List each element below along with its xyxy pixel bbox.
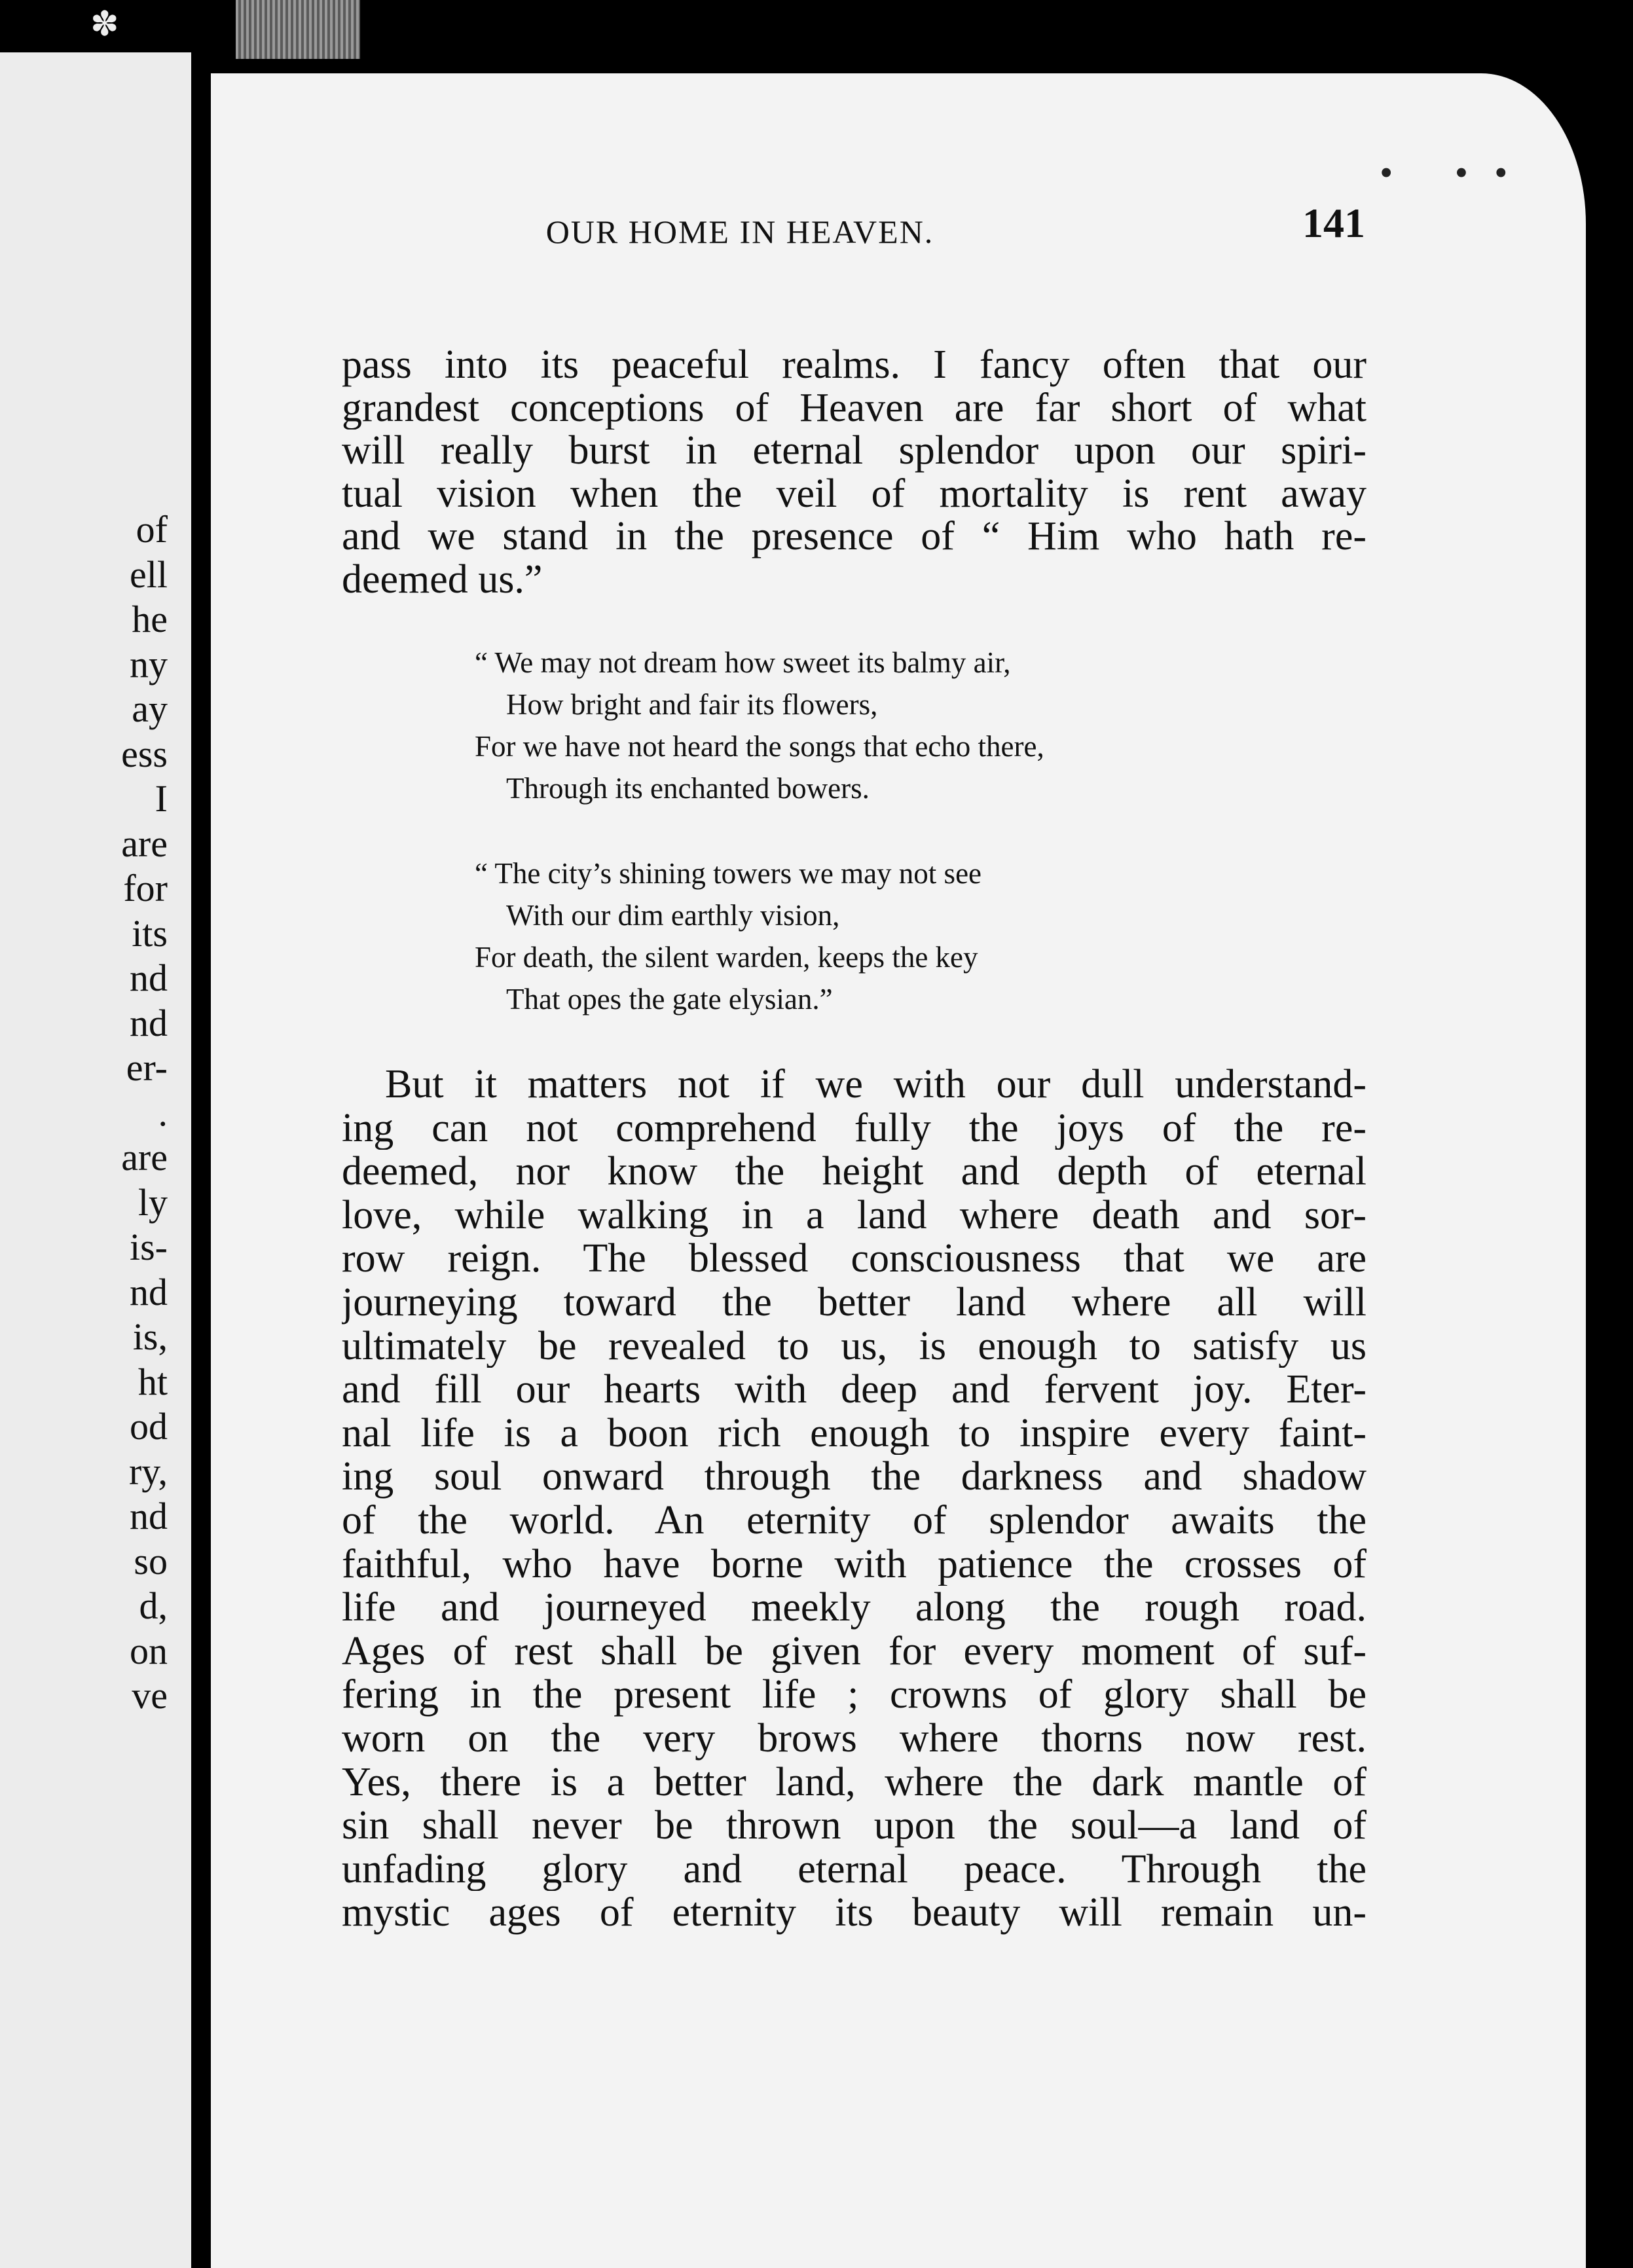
fragment-line: ell — [130, 553, 168, 596]
paragraph-line: But it matters not if we with our dull understand- — [385, 1063, 1367, 1107]
fragment-line: ny — [130, 642, 168, 686]
paragraph-line: love, while walking in a land where death and sor- — [342, 1193, 1367, 1237]
fragment-line: od — [130, 1405, 168, 1448]
verse-stanza-1 — [475, 642, 1044, 809]
paragraph-line: nal life is a boon rich enough to inspire every faint- — [342, 1411, 1367, 1455]
page-number: 141 — [1302, 200, 1365, 246]
fragment-line: d, — [139, 1584, 168, 1627]
paragraph-line: and we stand in the presence of “ Him who hath re- — [342, 515, 1367, 558]
fragment-line: . — [158, 1091, 168, 1134]
verse-line: With our dim earthly vision, — [506, 899, 840, 932]
fragment-line: ht — [138, 1360, 168, 1403]
ink-specks: • •• — [1380, 151, 1534, 194]
verse-line: For we have not heard the songs that echo there, — [475, 730, 1044, 763]
paragraph-line: pass into its peaceful realms. I fancy often that our — [342, 344, 1367, 387]
fragment-line: nd — [130, 1495, 168, 1537]
main-paragraph — [342, 1063, 1367, 1935]
fragment-line: is- — [130, 1226, 168, 1268]
fragment-line: are — [121, 1136, 168, 1179]
fragment-line: ess — [121, 732, 168, 775]
binding-gutter — [191, 52, 207, 2268]
fragment-line: nd — [130, 1001, 168, 1044]
paragraph-line: unfading glory and eternal peace. Through the — [342, 1847, 1367, 1892]
paragraph-line: faithful, who have borne with patience the crosses of — [342, 1542, 1367, 1586]
opening-paragraph — [342, 344, 1367, 602]
paragraph-line: life and journeyed meekly along the rough road. — [342, 1586, 1367, 1630]
paragraph-line: Yes, there is a better land, where the dark mantle of — [342, 1760, 1367, 1804]
paragraph-line: tual vision when the veil of mortality is rent away — [342, 472, 1367, 516]
fragment-line: he — [132, 598, 168, 640]
paragraph-line: mystic ages of eternity its beauty will remain un- — [342, 1891, 1367, 1935]
previous-page-line-endings — [121, 507, 168, 1719]
paragraph-line: row reign. The blessed consciousness that we are — [342, 1237, 1367, 1281]
fragment-line: ly — [138, 1180, 168, 1224]
paragraph-line: deemed us.” — [342, 558, 543, 602]
paragraph-line: ing soul onward through the darkness and shadow — [342, 1455, 1367, 1499]
paragraph-line: grandest conceptions of Heaven are far short of what — [342, 386, 1367, 430]
fragment-line: on — [130, 1629, 168, 1672]
paragraph-line: and fill our hearts with deep and fervent joy. Eter- — [342, 1368, 1367, 1412]
paragraph-line: worn on the very brows where thorns now rest. — [342, 1716, 1367, 1761]
fragment-line: of — [136, 508, 168, 551]
fragment-line: are — [121, 822, 168, 865]
fragment-line: I — [155, 777, 168, 820]
verse-stanza-2 — [475, 852, 982, 1020]
corner-mark: ✽ — [90, 6, 119, 43]
fragment-line: for — [123, 867, 168, 909]
previous-page — [0, 52, 191, 2268]
paragraph-line: ultimately be revealed to us, is enough to satisfy us — [342, 1324, 1367, 1368]
paragraph-line: Ages of rest shall be given for every moment of suf- — [342, 1629, 1367, 1674]
verse-line: “ The city’s shining towers we may not see — [475, 857, 982, 890]
paragraph-line: ing can not comprehend fully the joys of the re- — [342, 1106, 1367, 1150]
fragment-line: so — [134, 1539, 168, 1582]
scan-edge-strip — [236, 0, 360, 59]
fragment-line: nd — [130, 1270, 168, 1313]
fragment-line: ve — [132, 1674, 168, 1717]
running-title: OUR HOME IN HEAVEN. — [545, 213, 934, 250]
verse-line: Through its enchanted bowers. — [506, 772, 870, 805]
verse-line: How bright and fair its flowers, — [506, 688, 878, 721]
verse-line: “ We may not dream how sweet its balmy air, — [475, 646, 1011, 679]
fragment-line: ay — [132, 687, 168, 730]
fragment-line: nd — [130, 957, 168, 999]
running-head — [331, 196, 1365, 255]
fragment-line: its — [132, 911, 168, 955]
paragraph-line: of the world. An eternity of splendor awaits the — [342, 1498, 1367, 1543]
paragraph-line: will really burst in eternal splendor upon our spiri- — [342, 430, 1367, 473]
fragment-line: er- — [126, 1046, 168, 1089]
paragraph-line: deemed, nor know the height and depth of eternal — [342, 1150, 1367, 1194]
verse-line: That opes the gate elysian.” — [506, 983, 833, 1015]
paragraph-line: sin shall never be thrown upon the soul—a land of — [342, 1804, 1367, 1848]
fragment-line: is, — [132, 1315, 168, 1358]
paragraph-line: fering in the present life ; crowns of glory shall be — [342, 1673, 1367, 1717]
verse-line: For death, the silent warden, keeps the key — [475, 941, 978, 974]
fragment-line: ry, — [128, 1450, 168, 1493]
paragraph-line: journeying toward the better land where all will — [342, 1280, 1367, 1325]
